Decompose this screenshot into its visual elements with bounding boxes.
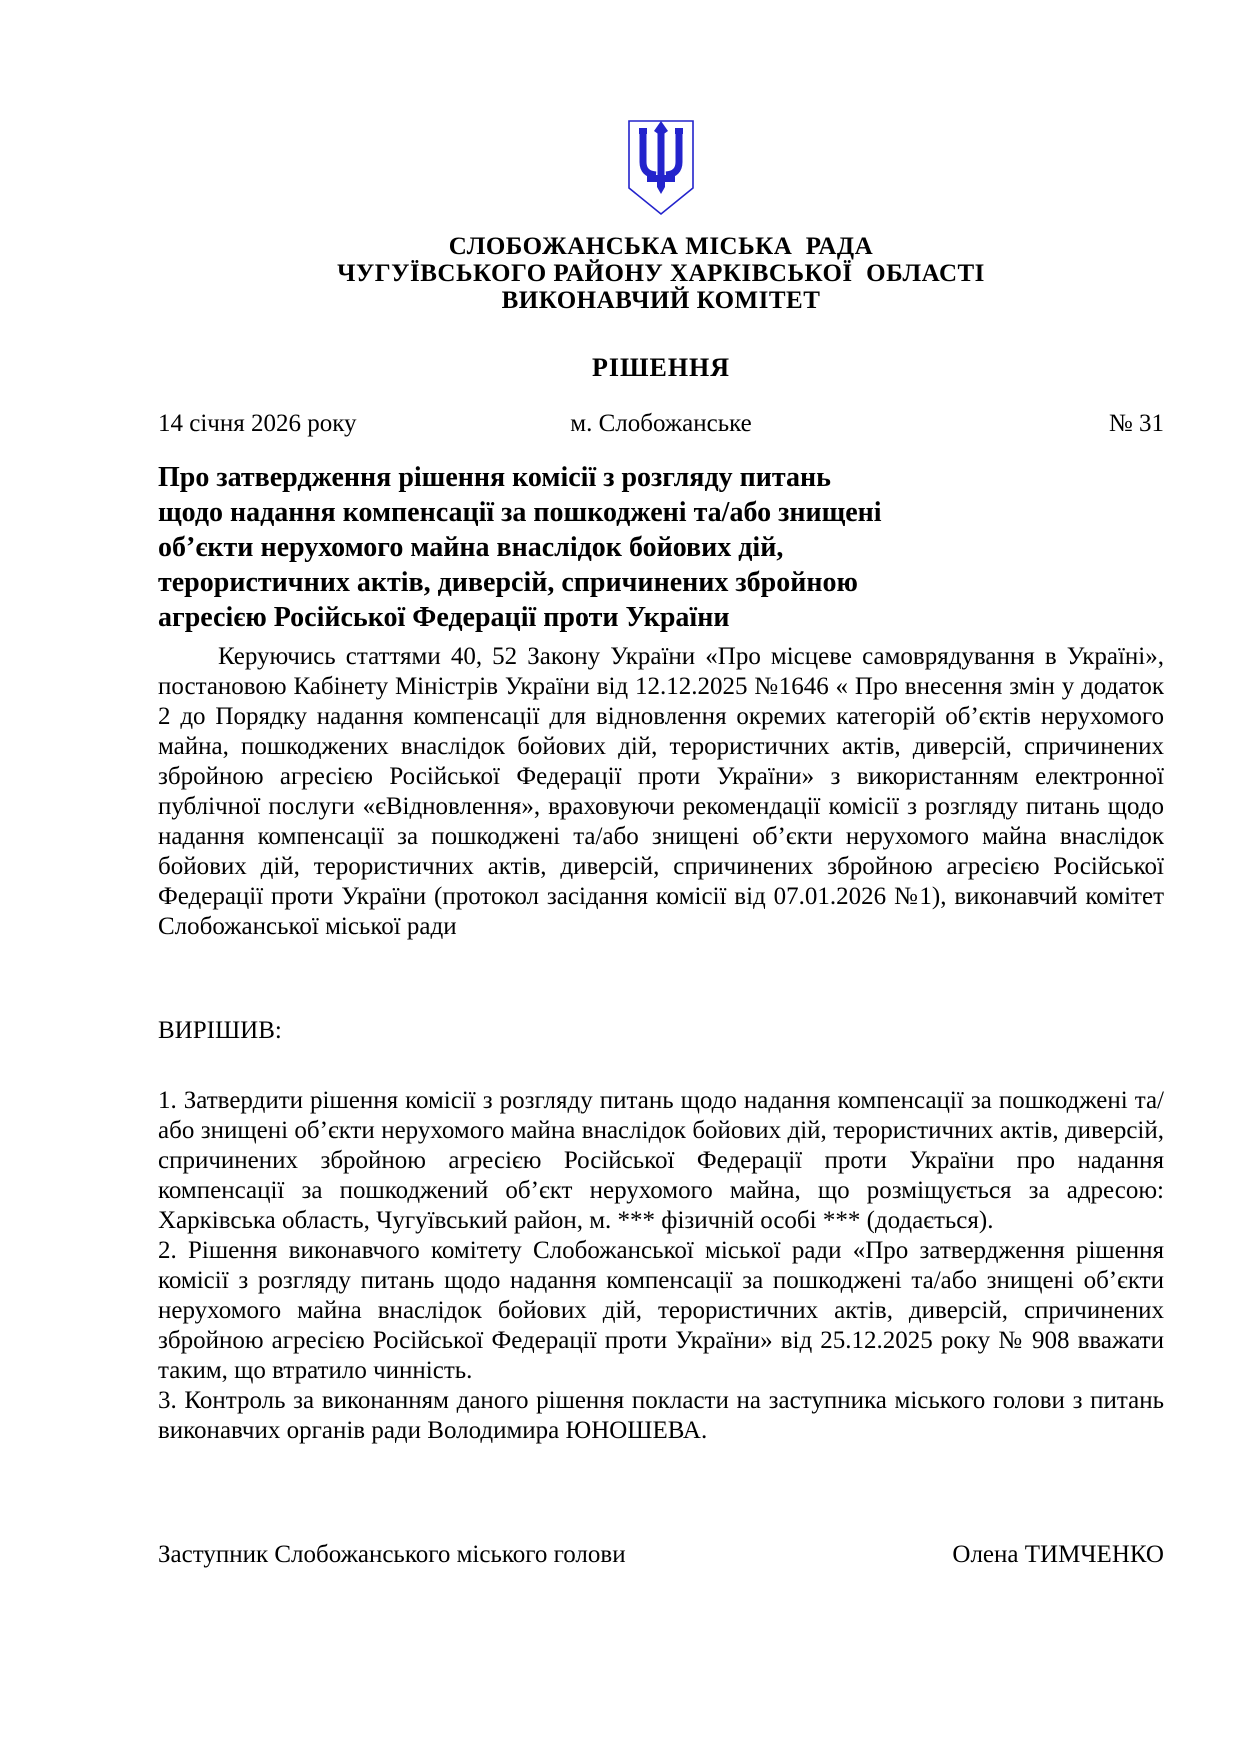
signature-position: Заступник Слобожанського міського голови (158, 1541, 626, 1568)
decision-items (158, 1086, 1164, 1446)
org-name-line-1: СЛОБОЖАНСЬКА МІСЬКА РАДА (448, 233, 874, 260)
decision-item-2: 2. Рішення виконавчого комітету Слобожанської міської ради «Про затвердження рішення комісії з розгляду питань щодо надання компенсації за пошкоджені та/або знищені об’єкти нерухомого майна внаслідок бойових дій, терористичних актів, диверсій, спричинених збройною агресією Російської Федерації проти України» від 25.12.2025 року № 908 вважати таким, що втратило чинність. (158, 1237, 1164, 1384)
doc-type-heading: РІШЕННЯ (591, 353, 731, 382)
org-name-line-2: ЧУГУЇВСЬКОГО РАЙОНУ ХАРКІВСЬКОЇ ОБЛАСТІ (337, 260, 985, 287)
resolved-heading: ВИРІШИВ: (158, 1017, 282, 1044)
doc-title-line: щодо надання компенсації за пошкоджені та/або знищені (158, 497, 882, 528)
preamble-paragraph: Керуючись статтями 40, 52 Закону України «Про місцеве самоврядування в Україні», постановою Кабінету Міністрів України від 12.12.2025 №1646 « Про внесення змін у додаток 2 до Порядку надання компенсації для відновлення окремих категорій об’єктів нерухомого майна, пошкоджених внаслідок бойових дій, терористичних актів, диверсій, спричинених збройною агресією Російської Федерації проти України» з використанням електронної публічної послуги «єВідновлення», враховуючи рекомендації комісії з розгляду питань щодо надання компенсації за пошкоджені та/або знищені об’єкти нерухомого майна внаслідок бойових дій, терористичних актів, диверсій, спричинених збройною агресією Російської Федерації проти України (протокол засідання комісії від 07.01.2026 №1), виконавчий комітет Слобожанської міської ради (158, 643, 1164, 940)
meta-row (158, 409, 1164, 439)
doc-date: 14 січня 2026 року (158, 410, 357, 437)
doc-title-line: терористичних актів, диверсій, спричинених збройною (158, 567, 858, 598)
doc-title-line: Про затвердження рішення комісії з розгляду питань (158, 462, 831, 493)
org-name-line-3: ВИКОНАВЧИЙ КОМІТЕТ (501, 287, 821, 314)
signature-name: Олена ТИМЧЕНКО (952, 1541, 1164, 1568)
emblem-container (158, 118, 1164, 223)
doc-place: м. Слобожанське (570, 410, 752, 437)
doc-title-line: об’єкти нерухомого майна внаслідок бойових дій, (158, 532, 784, 563)
doc-title-line: агресією Російської Федерації проти України (158, 602, 730, 633)
organization-header (158, 233, 1164, 314)
signature-row (158, 1540, 1164, 1570)
doc-title (158, 460, 1164, 635)
ukraine-trident-icon (626, 118, 696, 218)
decision-item-1: 1. Затвердити рішення комісії з розгляду питань щодо надання компенсації за пошкоджені та/або знищені об’єкти нерухомого майна внаслідок бойових дій, терористичних актів, диверсій, спричинених збройною агресією Російської Федерації проти України про надання компенсації за пошкоджений об’єкт нерухомого майна, що розміщується за адресою: Харківська область, Чугуївський район, м. *** фізичній особі *** (додається). (158, 1087, 1164, 1234)
decision-item-3: 3. Контроль за виконанням даного рішення покласти на заступника міського голови з питань виконавчих органів ради Володимира ЮНОШЕВА. (158, 1387, 1164, 1444)
doc-number: № 31 (1108, 410, 1164, 437)
